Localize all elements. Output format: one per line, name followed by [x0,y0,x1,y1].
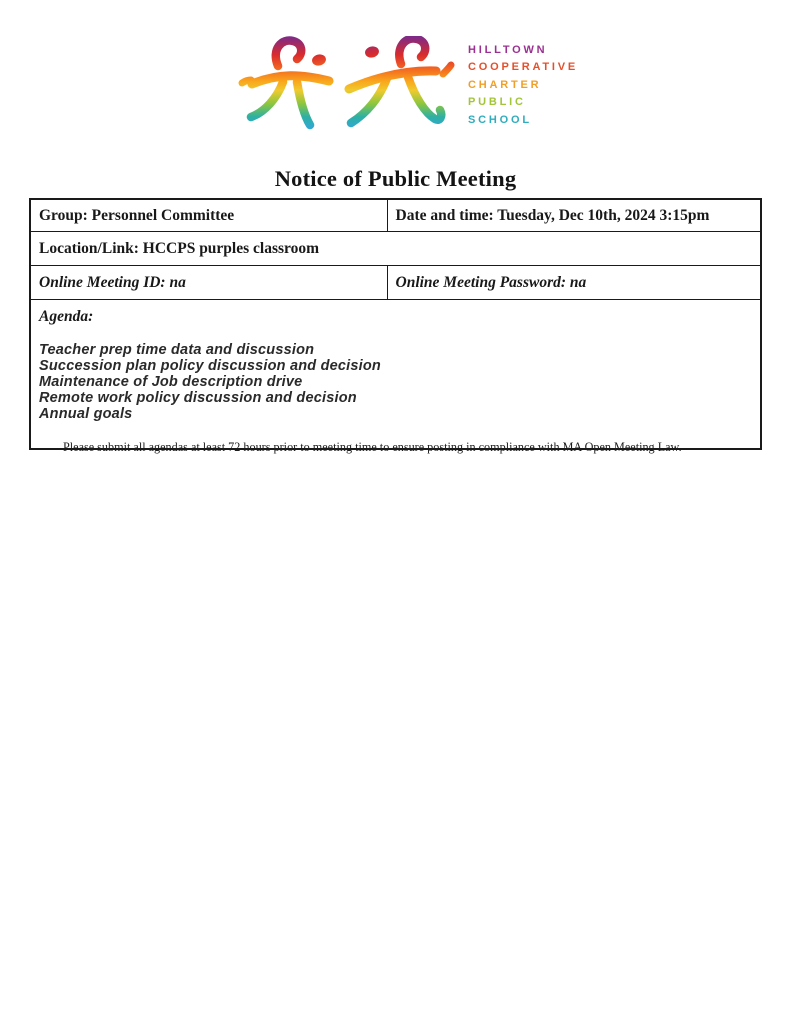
agenda-label: Agenda: [39,308,94,325]
location-cell: Location/Link: HCCPS purples classroom [30,232,761,266]
table-row [30,300,761,450]
logo-word-hilltown: HILLTOWN [468,44,548,56]
logo-word-charter: CHARTER [468,78,542,91]
group-cell: Group: Personnel Committee [30,199,387,232]
meeting-id-cell: Online Meeting ID: na [30,266,387,300]
agenda-list [39,342,753,422]
meeting-table [29,198,762,450]
agenda-cell [30,300,761,450]
school-logo-wordmark [468,36,578,129]
agenda-item: Succession plan policy discussion and decision [39,358,381,374]
logo-word-public: PUBLIC [468,96,526,109]
school-logo [237,36,578,130]
meeting-password-cell: Online Meeting Password: na [387,266,761,300]
compliance-note: Please submit all agendas at least 72 hours prior to meeting time to ensure posting in compliance with MA Open Meeting Law. [63,440,682,454]
table-row [30,232,761,266]
logo-word-school: SCHOOL [468,113,532,126]
datetime-cell: Date and time: Tuesday, Dec 10th, 2024 3:15pm [387,199,761,232]
agenda-item: Maintenance of Job description drive [39,374,303,390]
table-row [30,199,761,232]
logo-word-cooperative: COOPERATIVE [468,61,579,74]
dancing-figures-icon [237,36,455,130]
table-row [30,266,761,300]
agenda-item: Annual goals [39,406,133,422]
page-title: Notice of Public Meeting [274,166,517,191]
agenda-item: Teacher prep time data and discussion [39,342,315,358]
agenda-item: Remote work policy discussion and decision [39,390,357,406]
